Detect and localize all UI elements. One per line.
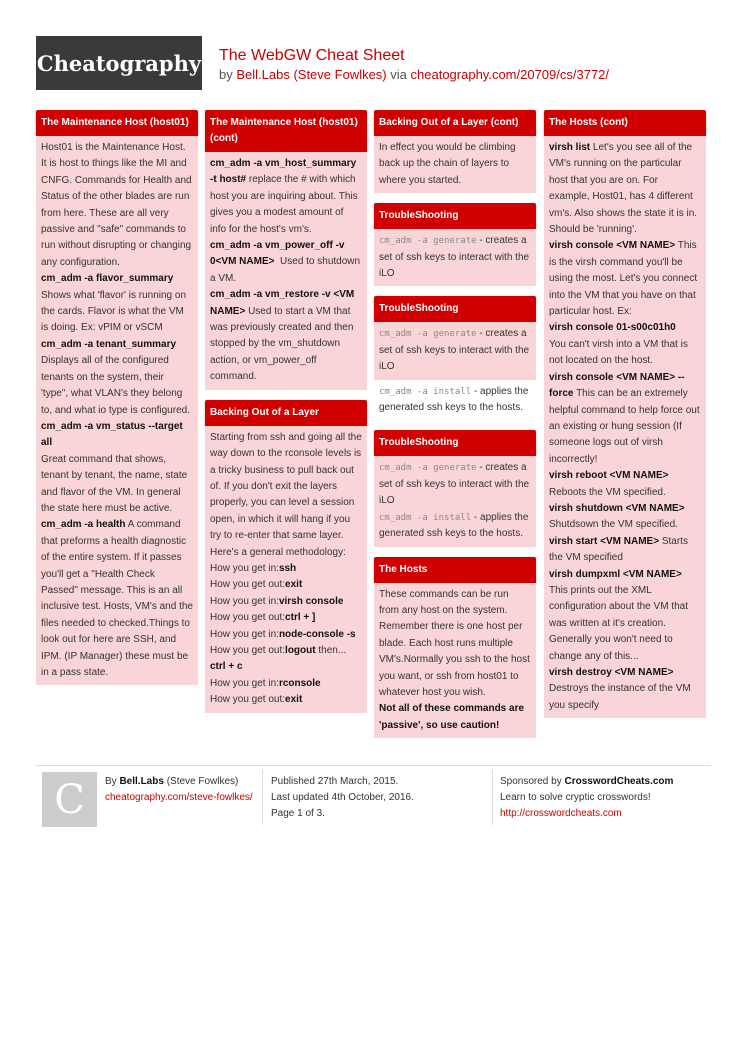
step-in: How you get in:node-console -s	[210, 628, 356, 640]
command-name: virsh shutdown <VM NAME>	[549, 502, 685, 514]
column-3	[374, 110, 536, 748]
section-the-hosts-cont	[544, 110, 706, 718]
page-number: Page 1 of 3.	[271, 808, 325, 819]
paragraph: Starting from ssh and going all the way down to the rconsole levels is a tricky business to pull back out of. If you don't exit the layers properly, you can level a session open, in which it will hang if you try to re-enter that same layer.	[210, 431, 362, 542]
column-2	[205, 110, 367, 723]
step-out: How you get out:ctrl + ]	[210, 612, 316, 624]
paragraph: Displays all of the configured tenants on the system, their 'type", what VLAN's they belong to, and what io type is configured.	[41, 355, 190, 416]
step-in: How you get in:ssh	[210, 562, 297, 574]
command-name: cm_adm -a flavor_summary	[41, 273, 174, 285]
published-date: Published 27th March, 2015.	[271, 776, 399, 787]
command-name: cm_adm -a tenant_summary	[41, 338, 177, 350]
section-body	[544, 136, 706, 718]
paragraph: virsh start <VM NAME> Starts the VM specified	[549, 535, 688, 564]
column-4	[544, 110, 706, 728]
paragraph: virsh list Let's you see all of the VM's running on the particular host that you are on. For example, Host01, has 4 different vm's. Also shows the state it is in. Should be 'running'.	[549, 142, 698, 236]
warning-text: Not all of these commands are 'passive', so use caution!	[379, 703, 525, 731]
footer-author: By Bell.Labs (Steve Fowlkes) cheatography.com/steve-fowlkes/	[105, 774, 255, 806]
step-out: How you get out:exit	[210, 694, 303, 706]
footer-divider	[36, 765, 711, 766]
section-header: Backing Out of a Layer	[205, 400, 367, 426]
paragraph: cm_adm -a vm_host_summary -t host# replace the # with which host you are inquiring about. This gives you a modest amount of info for the host's vm's.	[210, 158, 358, 235]
author-link[interactable]: Bell.Labs (Steve Fowlkes)	[236, 67, 387, 82]
section-troubleshooting-1	[374, 203, 536, 286]
sheet-url-link[interactable]: cheatography.com/20709/cs/3772/	[410, 67, 610, 82]
section-troubleshooting-3	[374, 430, 536, 546]
section-backing-out	[205, 400, 367, 713]
step-in: How you get in:rconsole	[210, 677, 321, 689]
section-maintenance-host	[36, 110, 198, 685]
step-out: How you get out:exit	[210, 579, 303, 591]
paragraph: You can't virsh into a VM that is not located on the host.	[549, 338, 688, 367]
paragraph: virsh reboot <VM NAME> Reboots the VM specified.	[549, 470, 669, 498]
section-backing-out-cont	[374, 110, 536, 193]
section-body	[205, 426, 367, 713]
updated-date: Last updated 4th October, 2016.	[271, 792, 414, 803]
section-body	[374, 229, 536, 286]
paragraph: Shutdsown the VM specified.	[549, 519, 678, 531]
section-header: The Hosts (cont)	[544, 110, 706, 136]
cheatography-logo[interactable]: Cheatography	[36, 36, 202, 90]
section-troubleshooting-2	[374, 296, 536, 420]
paragraph: Here's a general methodology:	[210, 546, 346, 558]
footer-dates	[271, 774, 414, 822]
section-header: The Maintenance Host (host01) (cont)	[205, 110, 367, 152]
section-header: Backing Out of a Layer (cont)	[374, 110, 536, 136]
section-header: The Hosts	[374, 557, 536, 583]
paragraph: Host01 is the Maintenance Host. It is host to things like the MI and CNFG. Commands for Health and Status of the other blades are run from here. These are all very passive and "safe" commands to run without disrupting or changing any configuration.	[41, 142, 192, 268]
paragraph: Great command that shows, tenant by tenant, the name, state and flavor of the VM. In general the state here must be active.	[41, 453, 188, 514]
section-header: TroubleShooting	[374, 430, 536, 456]
avatar: C	[42, 772, 97, 827]
column-1	[36, 110, 198, 695]
section-header: TroubleShooting	[374, 296, 536, 322]
footer-author-name: Bell.Labs	[119, 776, 164, 787]
paragraph: virsh console <VM NAME> This is the virsh command you'll be using the most. Let's you connect into the VM that you have on that particular host. Ex:	[549, 240, 698, 318]
section-header: TroubleShooting	[374, 203, 536, 229]
page-title: The WebGW Cheat Sheet	[219, 47, 405, 64]
paragraph: cm_adm -a vm_restore -v <VM NAME> Used to start a VM that was previously created and then stopped by the vm_shutdown action, or vm_power_off command.	[210, 289, 355, 383]
command-name: virsh destroy <VM NAME>	[549, 667, 674, 678]
step-out: How you get out:logout then... ctrl + c	[210, 644, 347, 673]
section-body	[374, 136, 536, 193]
paragraph: In effect you would be climbing back up the chain of layers to where you started.	[379, 142, 516, 186]
list-item: cm_adm -a generate - creates a set of ssh keys to interact with the iLO	[374, 322, 536, 379]
command-name: virsh console 01-s00c01h0	[549, 322, 676, 334]
section-body	[36, 136, 198, 685]
section-body	[374, 456, 536, 546]
step-in: How you get in:virsh console	[210, 595, 344, 607]
paragraph: virsh dumpxml <VM NAME> This prints out the XML configuration about the VM that was written at it's creation. Generally you won't need to change any of this...	[549, 568, 688, 662]
byline	[219, 67, 609, 82]
footer-author-link[interactable]: cheatography.com/steve-fowlkes/	[105, 792, 253, 803]
footer-sponsor: Sponsored by CrosswordCheats.com Learn to solve cryptic crosswords! http://crosswordcheats.com	[500, 774, 673, 822]
paragraph: Shows what 'flavor' is running on the cards. Flavor is what the VM is doing. Ex: vPIM or vSCM	[41, 289, 187, 334]
paragraph: These commands can be run from any host on the system. Remember there is one host per blade. Each host runs multiple VM's.Normally you ssh to the host you want, or ssh from host01 to whatever host you wish.	[379, 588, 530, 698]
section-body	[205, 152, 367, 390]
section-the-hosts	[374, 557, 536, 739]
byline-via: via	[390, 67, 407, 82]
section-header: The Maintenance Host (host01)	[36, 110, 198, 136]
section-body	[374, 583, 536, 739]
paragraph: virsh console <VM NAME> --force This can be an extremely helpful command to help force out an existing or hung session (If someone logs out of virsh incorrectly!	[549, 371, 700, 465]
paragraph: cm_adm -a install - applies the generated ssh keys to the hosts.	[379, 511, 529, 540]
list-item: cm_adm -a install - applies the generated ssh keys to the hosts.	[374, 380, 536, 421]
sponsor-text: Learn to solve cryptic crosswords!	[500, 792, 651, 803]
footer-separator	[492, 770, 493, 825]
sponsor-link[interactable]: http://crosswordcheats.com	[500, 808, 622, 819]
paragraph: cm_adm -a vm_power_off -v 0<VM NAME> Used to shutdown a VM.	[210, 240, 361, 284]
section-body	[374, 322, 536, 420]
section-maintenance-host-cont	[205, 110, 367, 390]
paragraph: cm_adm -a generate - creates a set of ssh keys to interact with the iLO	[379, 235, 530, 280]
sponsor-name: CrosswordCheats.com	[564, 776, 674, 787]
byline-by: by	[219, 67, 233, 82]
command-name: cm_adm -a vm_status --target all	[41, 420, 183, 449]
paragraph: cm_adm -a health A command that preforms a health diagnostic of the entire system. If it passes you'll get a "Health Check Passed" message. This is an all inclusive test. Hosts, VM's and the files needed to checked.Things to look out for here are SSH, and IPM. (IP Manager) these must be in a pass state.	[41, 519, 193, 678]
footer-separator	[262, 770, 263, 825]
paragraph: Destroys the instance of the VM you specify	[549, 683, 691, 711]
paragraph: cm_adm -a generate - creates a set of ssh keys to interact with the iLO	[379, 462, 530, 507]
